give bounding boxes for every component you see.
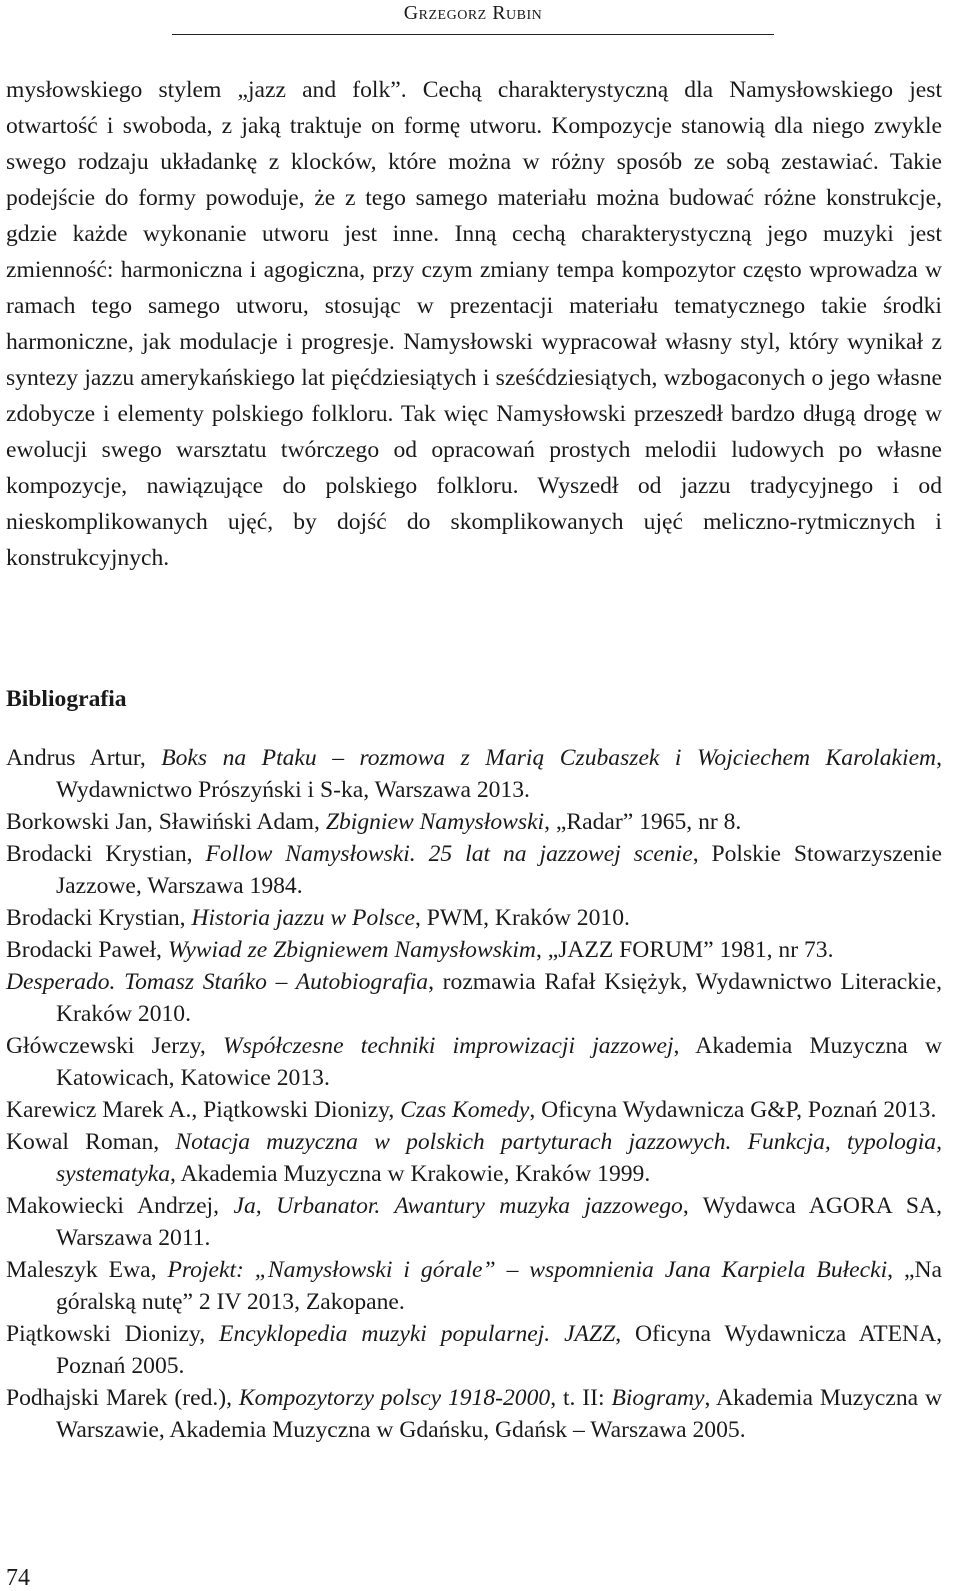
bibliography-entry bbox=[6, 742, 942, 806]
bibliography-entry bbox=[6, 934, 942, 966]
header-rule bbox=[172, 34, 774, 35]
body-paragraph: mysłowskiego stylem „jazz and folk”. Cechą charakterystyczną dla Namysłowskiego jest otwartość i swoboda, z jaką traktuje on formę utworu. Kompozycje stanowią dla niego zwykle swego rodzaju układankę z klocków, które można w różny sposób ze sobą zestawiać. Takie podejście do formy powoduje, że z tego samego materiału można budować różne konstrukcje, gdzie każde wykonanie utworu jest inne. Inną cechą charakterystyczną jego muzyki jest zmienność: harmoniczna i agogiczna, przy czym zmiany tempa kompozytor często wprowadza w ramach tego samego utworu, stosując w prezentacji materiału tematycznego takie środki harmoniczne, jak modulacje i progresje. Namysłowski wypracował własny styl, który wynikał z syntezy jazzu amerykańskiego lat pięćdziesiątych i sześćdziesiątych, wzbogaconych o jego własne zdobycze i elementy polskiego folkloru. Tak więc Namysłowski przeszedł bardzo długą drogę w ewolucji swego warsztatu twórczego od opracowań prostych melodii ludowych po własne kompozycje, nawiązujące do polskiego folkloru. Wyszedł od jazzu tradycyjnego i od nieskomplikowanych ujęć, by dojść do skomplikowanych ujęć meliczno-rytmicznych i konstrukcyjnych. bbox=[6, 77, 942, 571]
entry-title: Współczesne techniki improwizacji jazzowej bbox=[223, 1033, 674, 1059]
entry-title: Zbigniew Namysłowski bbox=[325, 809, 545, 835]
bibliography-entry bbox=[6, 1190, 942, 1254]
entry-author: Brodacki Paweł, bbox=[6, 937, 168, 963]
entry-rest: , Akademia Muzyczna w Katowicach, Katowice 2013. bbox=[56, 1033, 942, 1091]
entry-title: Projekt: „Namysłowski i górale” – wspomnienia Jana Karpiela Bułecki bbox=[167, 1257, 888, 1283]
entry-author: Główczewski Jerzy, bbox=[6, 1033, 223, 1059]
entry-rest: , Akademia Muzyczna w Krakowie, Kraków 1999. bbox=[170, 1161, 651, 1187]
bibliography-entry bbox=[6, 1030, 942, 1094]
bibliography-entry bbox=[6, 838, 942, 902]
bibliography-entry bbox=[6, 1382, 942, 1446]
entry-title: Wywiad ze Zbigniewem Namysłowskim bbox=[167, 937, 536, 963]
entry-author: Piątkowski Dionizy, bbox=[6, 1321, 220, 1347]
entry-author: Kowal Roman, bbox=[6, 1129, 176, 1155]
entry-title: Encyklopedia muzyki popularnej. JAZZ bbox=[219, 1321, 616, 1347]
bibliography-heading: Bibliografia bbox=[6, 686, 127, 712]
bibliography-entry bbox=[6, 1254, 942, 1318]
entry-author: Andrus Artur, bbox=[6, 745, 162, 771]
entry-rest: , „JAZZ FORUM” 1981, nr 73. bbox=[535, 937, 834, 963]
running-head: Grzegorz Rubin bbox=[403, 2, 543, 24]
entry-rest: , Polskie Stowarzyszenie Jazzowe, Warszawa 1984. bbox=[56, 841, 942, 899]
entry-rest: , Oficyna Wydawnicza G&P, Poznań 2013. bbox=[529, 1097, 937, 1123]
entry-rest: , „Radar” 1965, nr 8. bbox=[544, 809, 742, 835]
entry-author: Podhajski Marek (red.), bbox=[6, 1385, 239, 1411]
entry-author: Brodacki Krystian, bbox=[6, 841, 206, 867]
entry-title: Desperado. Tomasz Stańko – Autobiografia bbox=[6, 969, 429, 995]
entry-author: Makowiecki Andrzej, bbox=[6, 1193, 234, 1219]
page-number: 74 bbox=[6, 1565, 30, 1591]
entry-title: Kompozytorzy polscy 1918-2000 bbox=[238, 1385, 551, 1411]
entry-author: Borkowski Jan, Sławiński Adam, bbox=[6, 809, 326, 835]
entry-title: Boks na Ptaku – rozmowa z Marią Czubaszek i Wojciechem Karolakiem bbox=[161, 745, 937, 771]
bibliography-entry bbox=[6, 806, 942, 838]
bibliography-entry bbox=[6, 966, 942, 1030]
entry-rest: , rozmawia Rafał Księżyk, Wydawnictwo Literackie, Kraków 2010. bbox=[56, 969, 942, 1027]
bibliography-list bbox=[6, 742, 942, 1446]
entry-rest: , „Na góralską nutę” 2 IV 2013, Zakopane. bbox=[56, 1257, 942, 1315]
entry-title: Ja, Urbanator. Awantury muzyka jazzowego bbox=[233, 1193, 683, 1219]
bibliography-entry bbox=[6, 1318, 942, 1382]
bibliography-entry bbox=[6, 1126, 942, 1190]
entry-rest: , Wydawnictwo Prószyński i S-ka, Warszawa 2013. bbox=[56, 745, 942, 803]
bibliography-entry bbox=[6, 902, 942, 934]
entry-rest: , PWM, Kraków 2010. bbox=[414, 905, 630, 931]
entry-rest: , Wydawca AGORA SA, Warszawa 2011. bbox=[56, 1193, 942, 1251]
entry-title: Czas Komedy bbox=[400, 1097, 530, 1123]
bibliography-entry bbox=[6, 1094, 942, 1126]
entry-title: Notacja muzyczna w polskich partyturach jazzowych. Funkcja, typologia, systematyka bbox=[56, 1129, 942, 1187]
entry-title: Historia jazzu w Polsce bbox=[191, 905, 415, 931]
entry-subtitle: Biogramy bbox=[611, 1385, 705, 1411]
entry-author: Maleszyk Ewa, bbox=[6, 1257, 168, 1283]
entry-rest: , t. II: bbox=[550, 1385, 612, 1411]
entry-title: Follow Namysłowski. 25 lat na jazzowej scenie bbox=[205, 841, 693, 867]
entry-author: Brodacki Krystian, bbox=[6, 905, 192, 931]
entry-rest-2: , Akademia Muzyczna w Warszawie, Akademia Muzyczna w Gdańsku, Gdańsk – Warszawa 2005. bbox=[56, 1385, 943, 1443]
entry-rest: , Oficyna Wydawnicza ATENA, Poznań 2005. bbox=[56, 1321, 943, 1379]
entry-author: Karewicz Marek A., Piątkowski Dionizy, bbox=[6, 1097, 401, 1123]
